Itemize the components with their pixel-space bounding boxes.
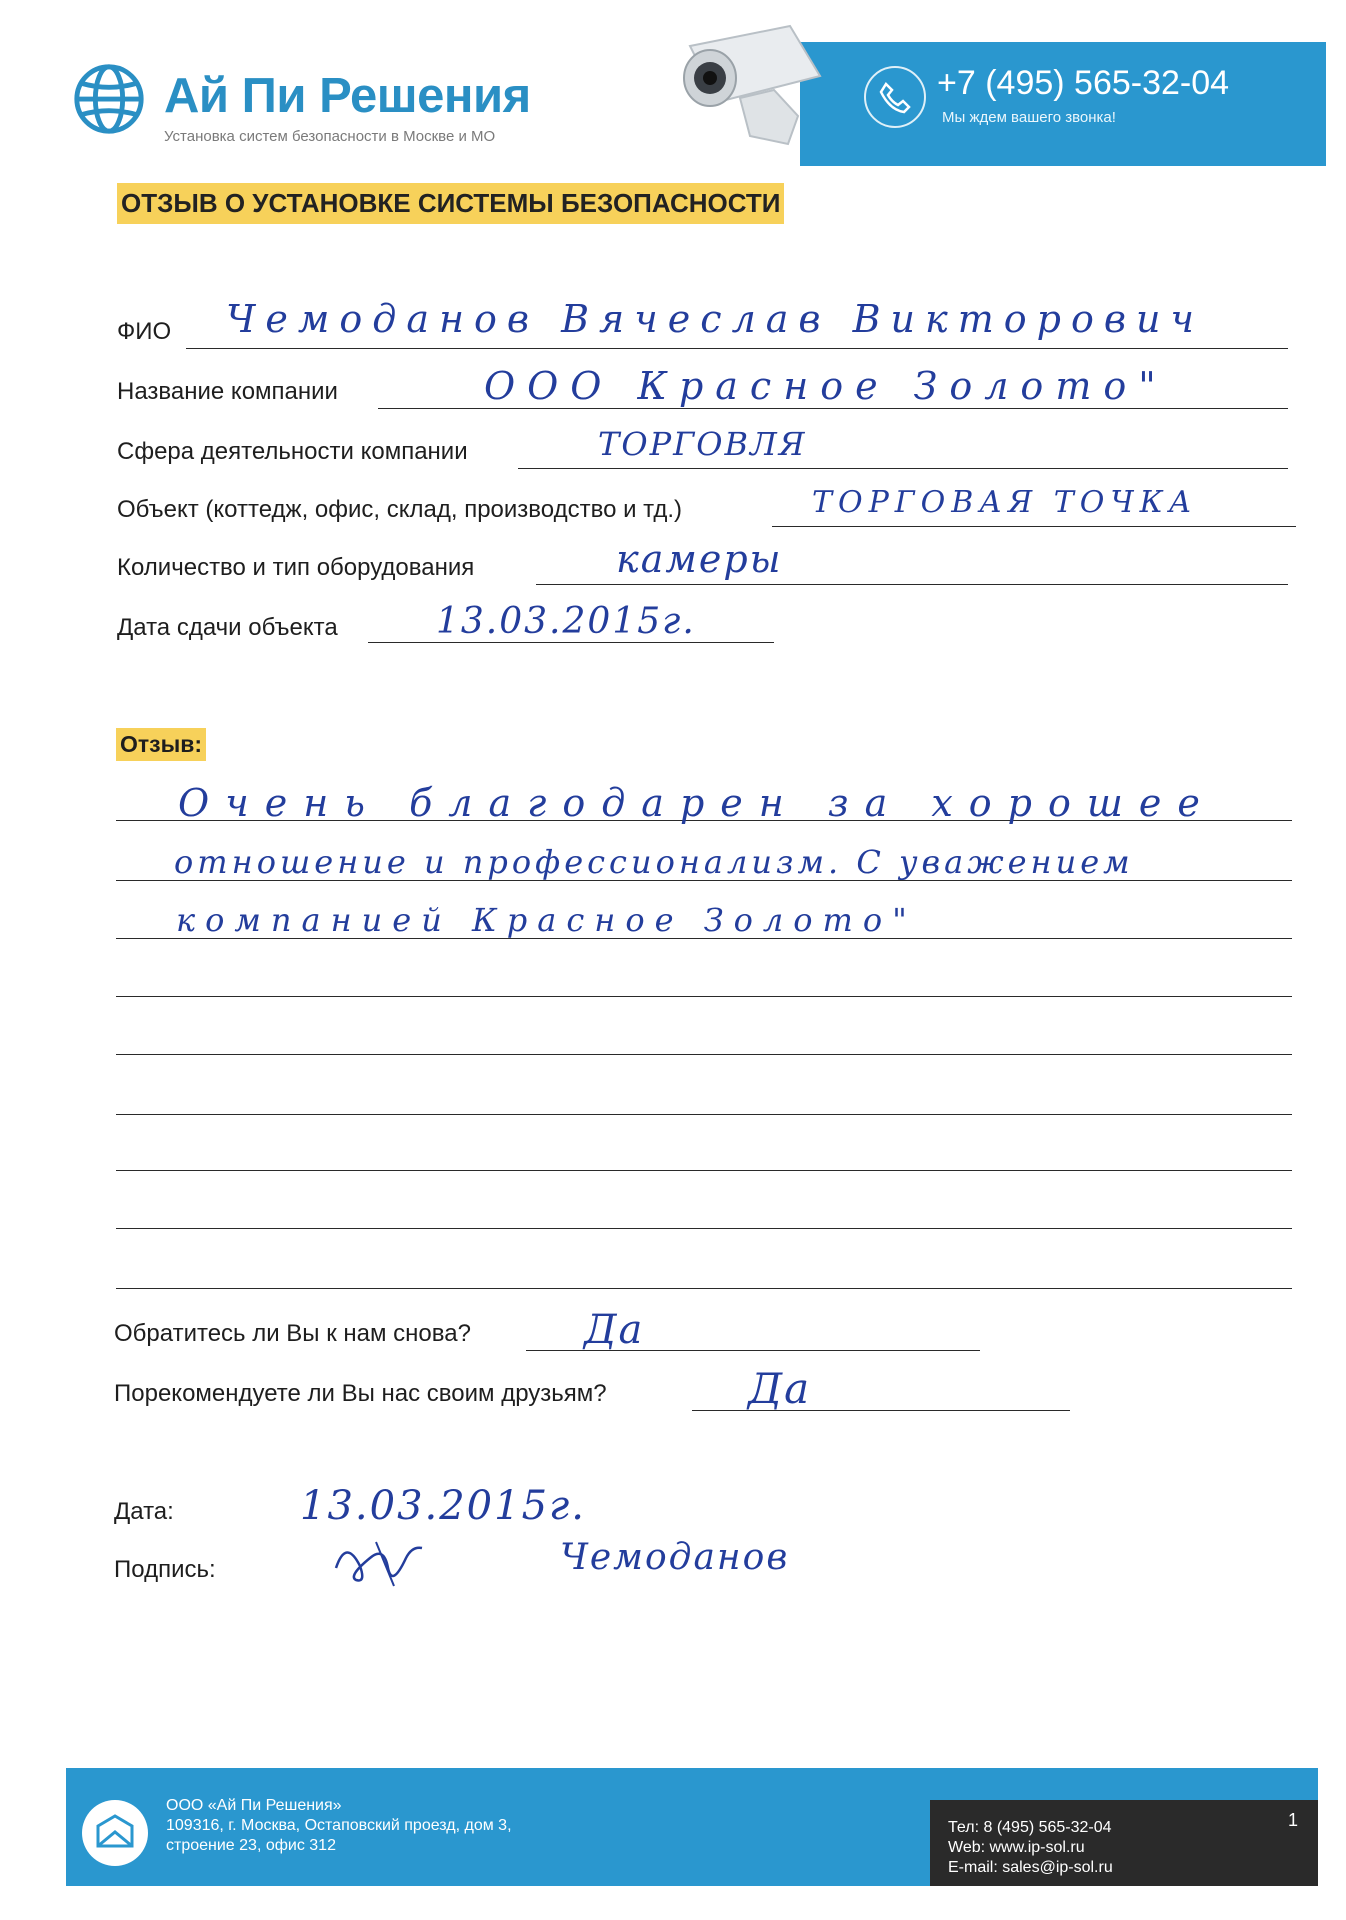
object-label: Объект (коттедж, офис, склад, производство и тд.)	[117, 496, 683, 523]
brand-tagline: Установка систем безопасности в Москве и МО	[164, 128, 496, 145]
date-value: 13.03.2015г.	[436, 601, 696, 642]
closing-date-label: Дата:	[114, 1498, 174, 1525]
equipment-line	[536, 584, 1288, 585]
footer-address-line: 109316, г. Москва, Остаповский проезд, дом 3,	[166, 1817, 512, 1834]
question-recommend-label: Порекомендуете ли Вы нас своим друзьям?	[114, 1380, 607, 1407]
signature-label: Подпись:	[114, 1556, 216, 1583]
fio-line	[186, 348, 1288, 349]
review-text-line: Очень благодарен за хорошее	[178, 781, 1216, 825]
question-again-label: Обратитесь ли Вы к нам снова?	[114, 1320, 471, 1347]
review-line	[116, 996, 1292, 997]
company-label: Название компании	[117, 378, 338, 405]
question-recommend-answer: Да	[748, 1364, 812, 1413]
envelope-icon	[82, 1800, 148, 1866]
signature-name: Чемоданов	[560, 1537, 790, 1578]
date-line	[368, 642, 774, 643]
sphere-label: Сфера деятельности компании	[117, 438, 468, 465]
fio-value: Чемоданов Вячеслав Викторович	[226, 297, 1205, 341]
page-title: ОТЗЫВ О УСТАНОВКЕ СИСТЕМЫ БЕЗОПАСНОСТИ	[117, 183, 784, 224]
header-call-us: Мы ждем вашего звонка!	[942, 109, 1116, 126]
review-line	[116, 1288, 1292, 1289]
review-label: Отзыв:	[116, 728, 206, 761]
review-text-line: компанией Красное Золото"	[176, 901, 917, 939]
review-text-line: отношение и профессионализм. С уважением	[174, 843, 1134, 881]
security-camera-icon	[670, 16, 830, 166]
footer-contacts	[948, 1818, 1113, 1878]
footer-company: ООО «Ай Пи Решения»	[166, 1797, 342, 1814]
page-number: 1	[1288, 1810, 1299, 1830]
footer-address	[166, 1796, 512, 1856]
closing-date-value: 13.03.2015г.	[300, 1483, 586, 1529]
footer-web[interactable]: Web: www.ip-sol.ru	[948, 1839, 1085, 1856]
object-line	[772, 526, 1296, 527]
phone-icon	[864, 66, 926, 128]
object-value: ТОРГОВАЯ ТОЧКА	[812, 485, 1198, 520]
company-value: ООО Красное Золото"	[484, 364, 1168, 408]
brand-name: Ай Пи Решения	[164, 69, 531, 123]
signature-mark	[326, 1528, 446, 1598]
question-again-answer: Да	[584, 1307, 645, 1353]
review-line	[116, 1228, 1292, 1229]
footer-tel[interactable]: Тел: 8 (495) 565-32-04	[948, 1819, 1112, 1836]
footer-address-line: строение 23, офис 312	[166, 1837, 336, 1854]
equipment-label: Количество и тип оборудования	[117, 554, 475, 581]
date-label: Дата сдачи объекта	[117, 614, 338, 641]
sphere-line	[518, 468, 1288, 469]
company-line	[378, 408, 1288, 409]
review-line	[116, 1170, 1292, 1171]
header-phone[interactable]: +7 (495) 565-32-04	[937, 64, 1230, 102]
globe-icon	[70, 60, 148, 138]
review-line	[116, 1114, 1292, 1115]
equipment-value: камеры	[616, 537, 783, 581]
fio-label: ФИО	[117, 318, 172, 345]
footer-email[interactable]: E-mail: sales@ip-sol.ru	[948, 1859, 1113, 1876]
sphere-value: ТОРГОВЛЯ	[598, 425, 807, 463]
review-line	[116, 1054, 1292, 1055]
